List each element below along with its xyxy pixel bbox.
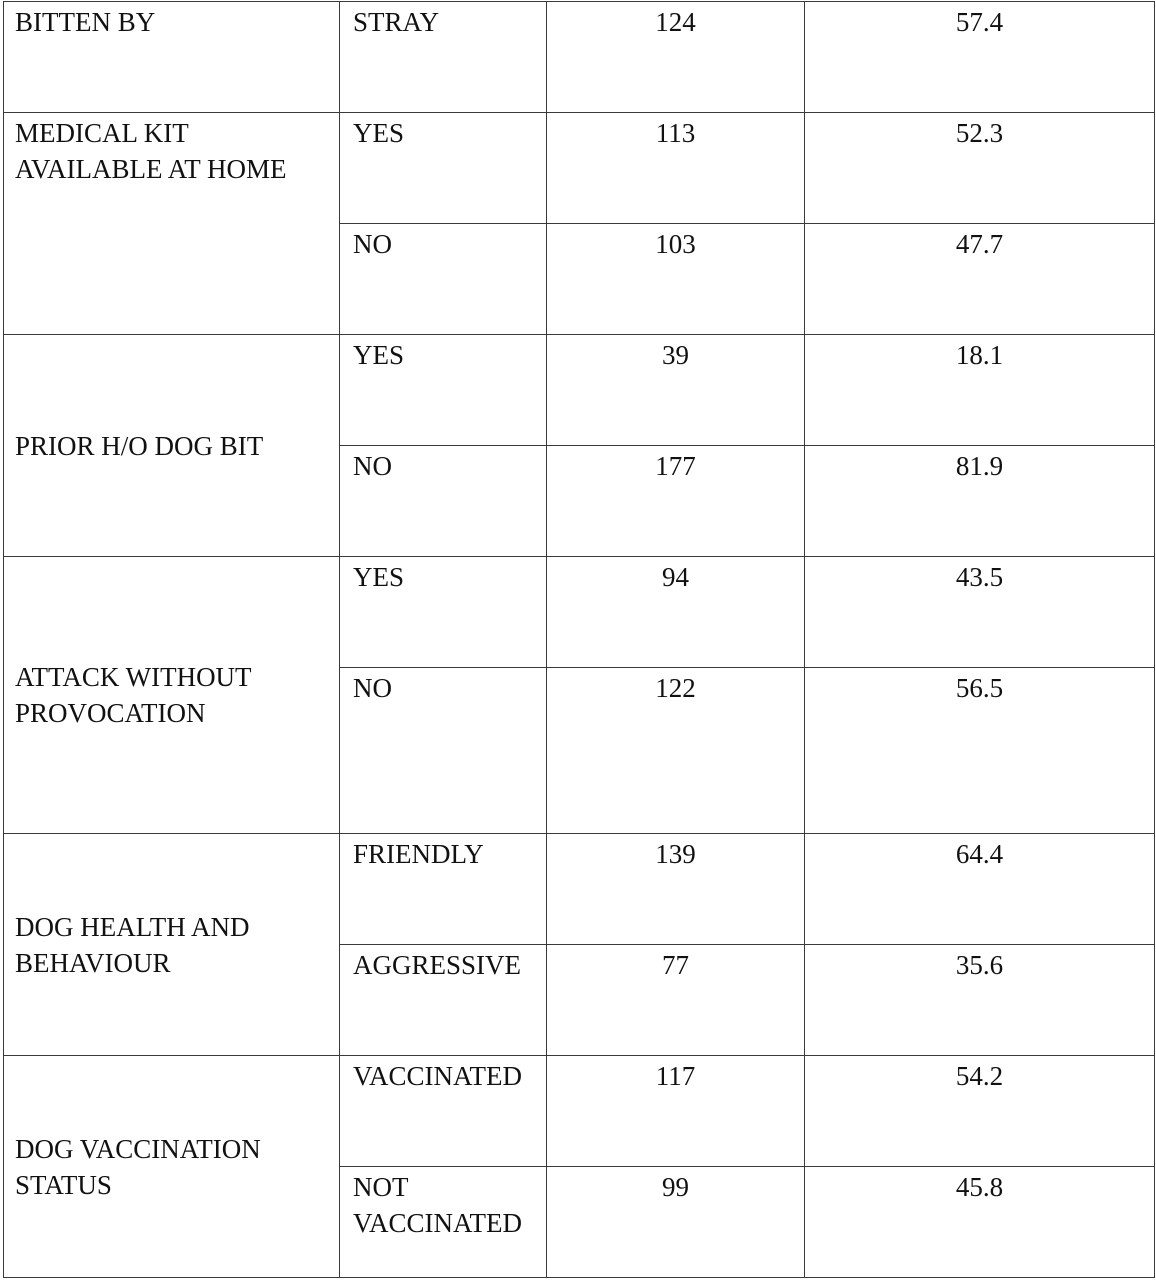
table-row: [4, 1056, 1155, 1167]
category-cell: YES: [340, 335, 547, 446]
category-cell: NO: [340, 446, 547, 557]
count-cell: 103: [547, 224, 805, 335]
category-cell: YES: [340, 557, 547, 668]
variable-cell: DOG HEALTH AND BEHAVIOUR: [4, 834, 340, 1056]
percent-cell: 18.1: [805, 335, 1155, 446]
percent-cell: 35.6: [805, 945, 1155, 1056]
category-cell: VACCINATED: [340, 1056, 547, 1167]
count-cell: 117: [547, 1056, 805, 1167]
percent-cell: 52.3: [805, 113, 1155, 224]
table-row: [4, 557, 1155, 668]
count-cell: 139: [547, 834, 805, 945]
category-cell: NO: [340, 224, 547, 335]
variable-cell: DOG VACCINATION STATUS: [4, 1056, 340, 1278]
count-cell: 177: [547, 446, 805, 557]
variable-cell: MEDICAL KIT AVAILABLE AT HOME: [4, 113, 340, 335]
category-cell: YES: [340, 113, 547, 224]
count-cell: 113: [547, 113, 805, 224]
category-cell: STRAY: [340, 2, 547, 113]
category-cell: FRIENDLY: [340, 834, 547, 945]
count-cell: 94: [547, 557, 805, 668]
percent-cell: 56.5: [805, 668, 1155, 834]
variable-cell: BITTEN BY: [4, 2, 340, 113]
table-row: [4, 2, 1155, 113]
count-cell: 77: [547, 945, 805, 1056]
percent-cell: 64.4: [805, 834, 1155, 945]
percent-cell: 54.2: [805, 1056, 1155, 1167]
table-row: [4, 335, 1155, 446]
percent-cell: 47.7: [805, 224, 1155, 335]
percent-cell: 45.8: [805, 1167, 1155, 1278]
category-cell: NOT VACCINATED: [340, 1167, 547, 1278]
data-table: [3, 1, 1155, 1278]
count-cell: 124: [547, 2, 805, 113]
count-cell: 99: [547, 1167, 805, 1278]
variable-cell: PRIOR H/O DOG BIT: [4, 335, 340, 557]
percent-cell: 81.9: [805, 446, 1155, 557]
percent-cell: 43.5: [805, 557, 1155, 668]
variable-cell: ATTACK WITHOUT PROVOCATION: [4, 557, 340, 834]
count-cell: 39: [547, 335, 805, 446]
table-row: [4, 113, 1155, 224]
category-cell: AGGRESSIVE: [340, 945, 547, 1056]
percent-cell: 57.4: [805, 2, 1155, 113]
count-cell: 122: [547, 668, 805, 834]
category-cell: NO: [340, 668, 547, 834]
table-row: [4, 834, 1155, 945]
